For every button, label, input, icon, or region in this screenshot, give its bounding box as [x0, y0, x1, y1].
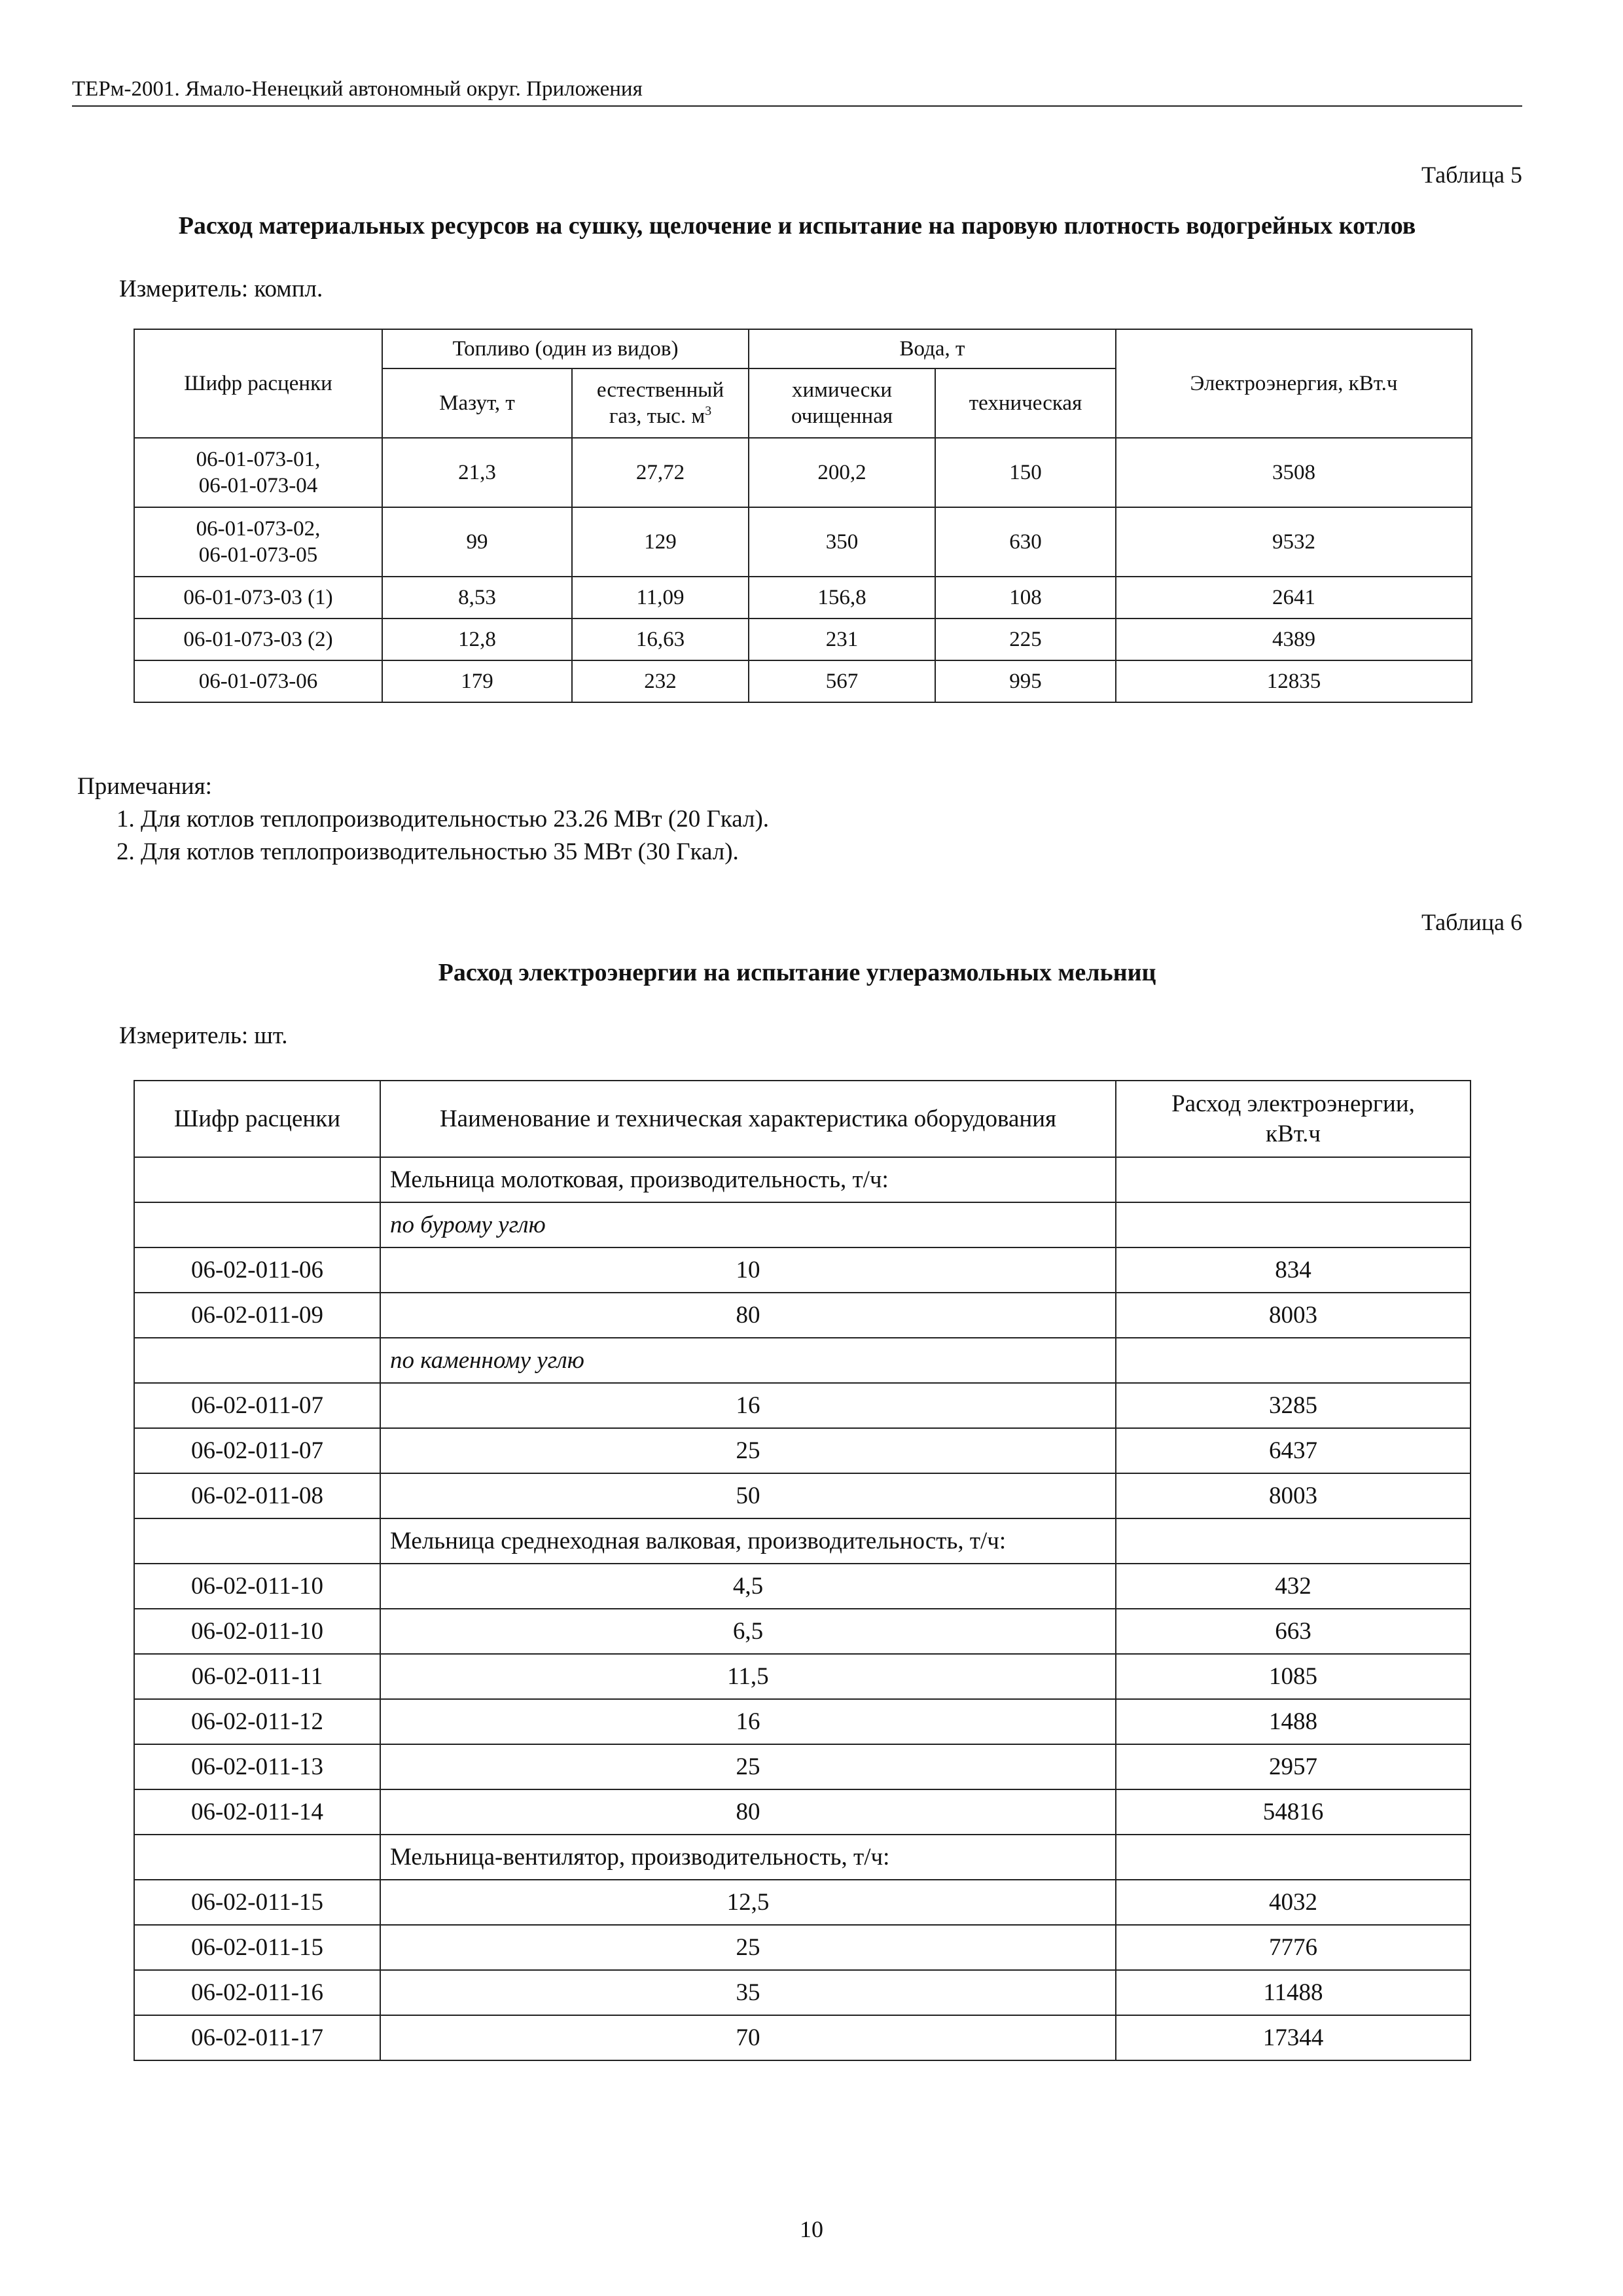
table-row [134, 1654, 1471, 1699]
table6-cell-consumption: 834 [1116, 1247, 1471, 1293]
table6-cell-code: 06-02-011-11 [134, 1654, 380, 1699]
table6-cell-code: 06-02-011-14 [134, 1789, 380, 1835]
table6-cell-code: 06-02-011-06 [134, 1247, 380, 1293]
table6-col-consumption: Расход электроэнергии, кВт.ч [1116, 1081, 1471, 1157]
table6-cell-name: 35 [380, 1970, 1116, 2015]
table6-cell-name: 80 [380, 1293, 1116, 1338]
header-divider [72, 105, 1522, 107]
table6-cell-consumption: 54816 [1116, 1789, 1471, 1835]
table5-cell-gas: 11,09 [572, 577, 749, 619]
table6-cell-code: 06-02-011-15 [134, 1925, 380, 1970]
table6-cell-name: Мельница молотковая, производительность, т/ч: [380, 1157, 1116, 1202]
table5-col-code: Шифр расценки [134, 329, 382, 438]
table5-cell-gas: 232 [572, 660, 749, 702]
table6-cell-consumption: 11488 [1116, 1970, 1471, 2015]
table6-cell-consumption [1116, 1835, 1471, 1880]
table6-cell-consumption: 7776 [1116, 1925, 1471, 1970]
table5-cell-water-chem: 200,2 [749, 438, 935, 507]
table6-cell-code [134, 1518, 380, 1564]
table5-col-water-group: Вода, т [749, 329, 1116, 368]
table6-cell-code: 06-02-011-16 [134, 1970, 380, 2015]
table-row [134, 1699, 1471, 1744]
table5-cell-fuel-oil: 179 [382, 660, 572, 702]
table-row [134, 1293, 1471, 1338]
table5-cell-code: 06-01-073-02, 06-01-073-05 [134, 507, 382, 577]
table6-cell-consumption [1116, 1338, 1471, 1383]
table5-cell-water-tech: 150 [935, 438, 1116, 507]
table5-cell-electricity: 12835 [1116, 660, 1472, 702]
table6-cell-consumption [1116, 1157, 1471, 1202]
table6-cell-name: 10 [380, 1247, 1116, 1293]
table-row [134, 1835, 1471, 1880]
table6-cell-code: 06-02-011-08 [134, 1473, 380, 1518]
table6-cell-name: по каменному углю [380, 1338, 1116, 1383]
table5-cell-gas: 129 [572, 507, 749, 577]
table5-cell-water-tech: 995 [935, 660, 1116, 702]
table-row [134, 1744, 1471, 1789]
table6-header-row [134, 1081, 1471, 1157]
table6 [134, 1080, 1471, 2061]
table5-col-gas [572, 368, 749, 438]
table6-cell-consumption: 8003 [1116, 1293, 1471, 1338]
table6-cell-name: 25 [380, 1744, 1116, 1789]
table6-cell-code [134, 1157, 380, 1202]
table6-cell-name: 16 [380, 1699, 1116, 1744]
table6-col-name: Наименование и техническая характеристика оборудования [380, 1081, 1116, 1157]
table5-cell-electricity: 2641 [1116, 577, 1472, 619]
table5-cell-water-chem: 231 [749, 619, 935, 660]
table-row [134, 1564, 1471, 1609]
table-row [134, 1428, 1471, 1473]
table6-cell-code: 06-02-011-17 [134, 2015, 380, 2060]
table5-col-fuel-group: Топливо (один из видов) [382, 329, 749, 368]
table5 [134, 329, 1472, 703]
page-number: 10 [800, 2216, 823, 2242]
table5-cell-water-tech: 225 [935, 619, 1116, 660]
table5-title: Расход материальных ресурсов на сушку, щелочение и испытание на паровую плотность водогрейных котлов [178, 212, 1416, 240]
table6-cell-consumption: 1085 [1116, 1654, 1471, 1699]
table6-cell-code: 06-02-011-09 [134, 1293, 380, 1338]
table6-cell-name: по бурому углю [380, 1202, 1116, 1247]
gas-header-line2: газ, тыс. $м^3$ [609, 404, 712, 428]
table5-col-water-tech: техническая [935, 368, 1116, 438]
table5-cell-fuel-oil: 99 [382, 507, 572, 577]
table5-col-fuel-oil: Мазут, т [382, 368, 572, 438]
table-row [134, 1789, 1471, 1835]
table5-cell-water-chem: 156,8 [749, 577, 935, 619]
table6-cell-consumption: 663 [1116, 1609, 1471, 1654]
table5-cell-fuel-oil: 8,53 [382, 577, 572, 619]
table5-cell-electricity: 9532 [1116, 507, 1472, 577]
notes-title: Примечания: [77, 773, 212, 800]
table5-cell-code: 06-01-073-03 (2) [134, 619, 382, 660]
table-row [134, 1383, 1471, 1428]
table5-cell-water-chem: 567 [749, 660, 935, 702]
table-row [134, 507, 1472, 577]
table-row [134, 1970, 1471, 2015]
table-row [134, 660, 1472, 702]
table6-cell-code [134, 1202, 380, 1247]
table-row [134, 1157, 1471, 1202]
table-row [134, 1609, 1471, 1654]
table6-cell-consumption: 3285 [1116, 1383, 1471, 1428]
table6-cell-name: 16 [380, 1383, 1116, 1428]
table6-cell-name: 50 [380, 1473, 1116, 1518]
table5-header-row [134, 329, 1472, 368]
table-row [134, 1202, 1471, 1247]
table6-cell-name: Мельница среднеходная валковая, производительность, т/ч: [380, 1518, 1116, 1564]
table6-cell-name: 12,5 [380, 1880, 1116, 1925]
table6-cell-code: 06-02-011-15 [134, 1880, 380, 1925]
table6-cell-code: 06-02-011-13 [134, 1744, 380, 1789]
table6-cell-name: 70 [380, 2015, 1116, 2060]
table5-cell-gas: 27,72 [572, 438, 749, 507]
table6-cell-consumption [1116, 1202, 1471, 1247]
running-header: ТЕРм-2001. Ямало-Ненецкий автономный округ. Приложения [72, 77, 643, 101]
table5-col-electricity: Электроэнергия, кВт.ч [1116, 329, 1472, 438]
table6-cell-consumption: 17344 [1116, 2015, 1471, 2060]
table6-cell-consumption: 4032 [1116, 1880, 1471, 1925]
table-row [134, 1247, 1471, 1293]
note-item: 2. Для котлов теплопроизводительностью 35 МВт (30 Гкал). [116, 838, 739, 865]
table5-cell-code: 06-01-073-03 (1) [134, 577, 382, 619]
table6-cell-consumption: 2957 [1116, 1744, 1471, 1789]
table5-cell-electricity: 4389 [1116, 619, 1472, 660]
table5-cell-water-chem: 350 [749, 507, 935, 577]
table6-number: Таблица 6 [1421, 909, 1522, 935]
table6-cell-name: 25 [380, 1925, 1116, 1970]
table6-cell-code [134, 1338, 380, 1383]
table-row [134, 1518, 1471, 1564]
table-row [134, 1880, 1471, 1925]
table5-col-water-chem: химически очищенная [749, 368, 935, 438]
table6-cell-code: 06-02-011-07 [134, 1428, 380, 1473]
table6-cell-name: 4,5 [380, 1564, 1116, 1609]
table6-cell-code: 06-02-011-10 [134, 1564, 380, 1609]
table5-cell-code: 06-01-073-06 [134, 660, 382, 702]
table5-cell-electricity: 3508 [1116, 438, 1472, 507]
table5-number: Таблица 5 [1421, 162, 1522, 188]
table6-cell-name: 80 [380, 1789, 1116, 1835]
table6-cell-consumption [1116, 1518, 1471, 1564]
table6-cell-consumption: 8003 [1116, 1473, 1471, 1518]
table5-measure: Измеритель: компл. [119, 276, 323, 302]
table6-cell-code: 06-02-011-10 [134, 1609, 380, 1654]
table-row [134, 438, 1472, 507]
table-row [134, 577, 1472, 619]
table6-cell-consumption: 6437 [1116, 1428, 1471, 1473]
table-row [134, 1338, 1471, 1383]
table6-measure: Измеритель: шт. [119, 1022, 288, 1049]
note-item: 1. Для котлов теплопроизводительностью 23.26 МВт (20 Гкал). [116, 806, 770, 833]
table5-cell-code: 06-01-073-01, 06-01-073-04 [134, 438, 382, 507]
table6-cell-name: 25 [380, 1428, 1116, 1473]
table6-cell-consumption: 432 [1116, 1564, 1471, 1609]
gas-header-line1: естественный [596, 378, 724, 402]
table6-cell-code: 06-02-011-07 [134, 1383, 380, 1428]
table6-cell-code: 06-02-011-12 [134, 1699, 380, 1744]
table6-cell-name: Мельница-вентилятор, производительность, т/ч: [380, 1835, 1116, 1880]
table6-cell-name: 6,5 [380, 1609, 1116, 1654]
table6-title: Расход электроэнергии на испытание углеразмольных мельниц [438, 959, 1156, 986]
table5-cell-water-tech: 108 [935, 577, 1116, 619]
table6-cell-name: 11,5 [380, 1654, 1116, 1699]
table5-cell-gas: 16,63 [572, 619, 749, 660]
table5-cell-fuel-oil: 12,8 [382, 619, 572, 660]
table-row [134, 619, 1472, 660]
table-row [134, 1473, 1471, 1518]
table-row [134, 2015, 1471, 2060]
table6-cell-consumption: 1488 [1116, 1699, 1471, 1744]
table-row [134, 1925, 1471, 1970]
table6-col-code: Шифр расценки [134, 1081, 380, 1157]
table6-cell-code [134, 1835, 380, 1880]
table5-cell-fuel-oil: 21,3 [382, 438, 572, 507]
notes [77, 770, 769, 869]
table5-cell-water-tech: 630 [935, 507, 1116, 577]
